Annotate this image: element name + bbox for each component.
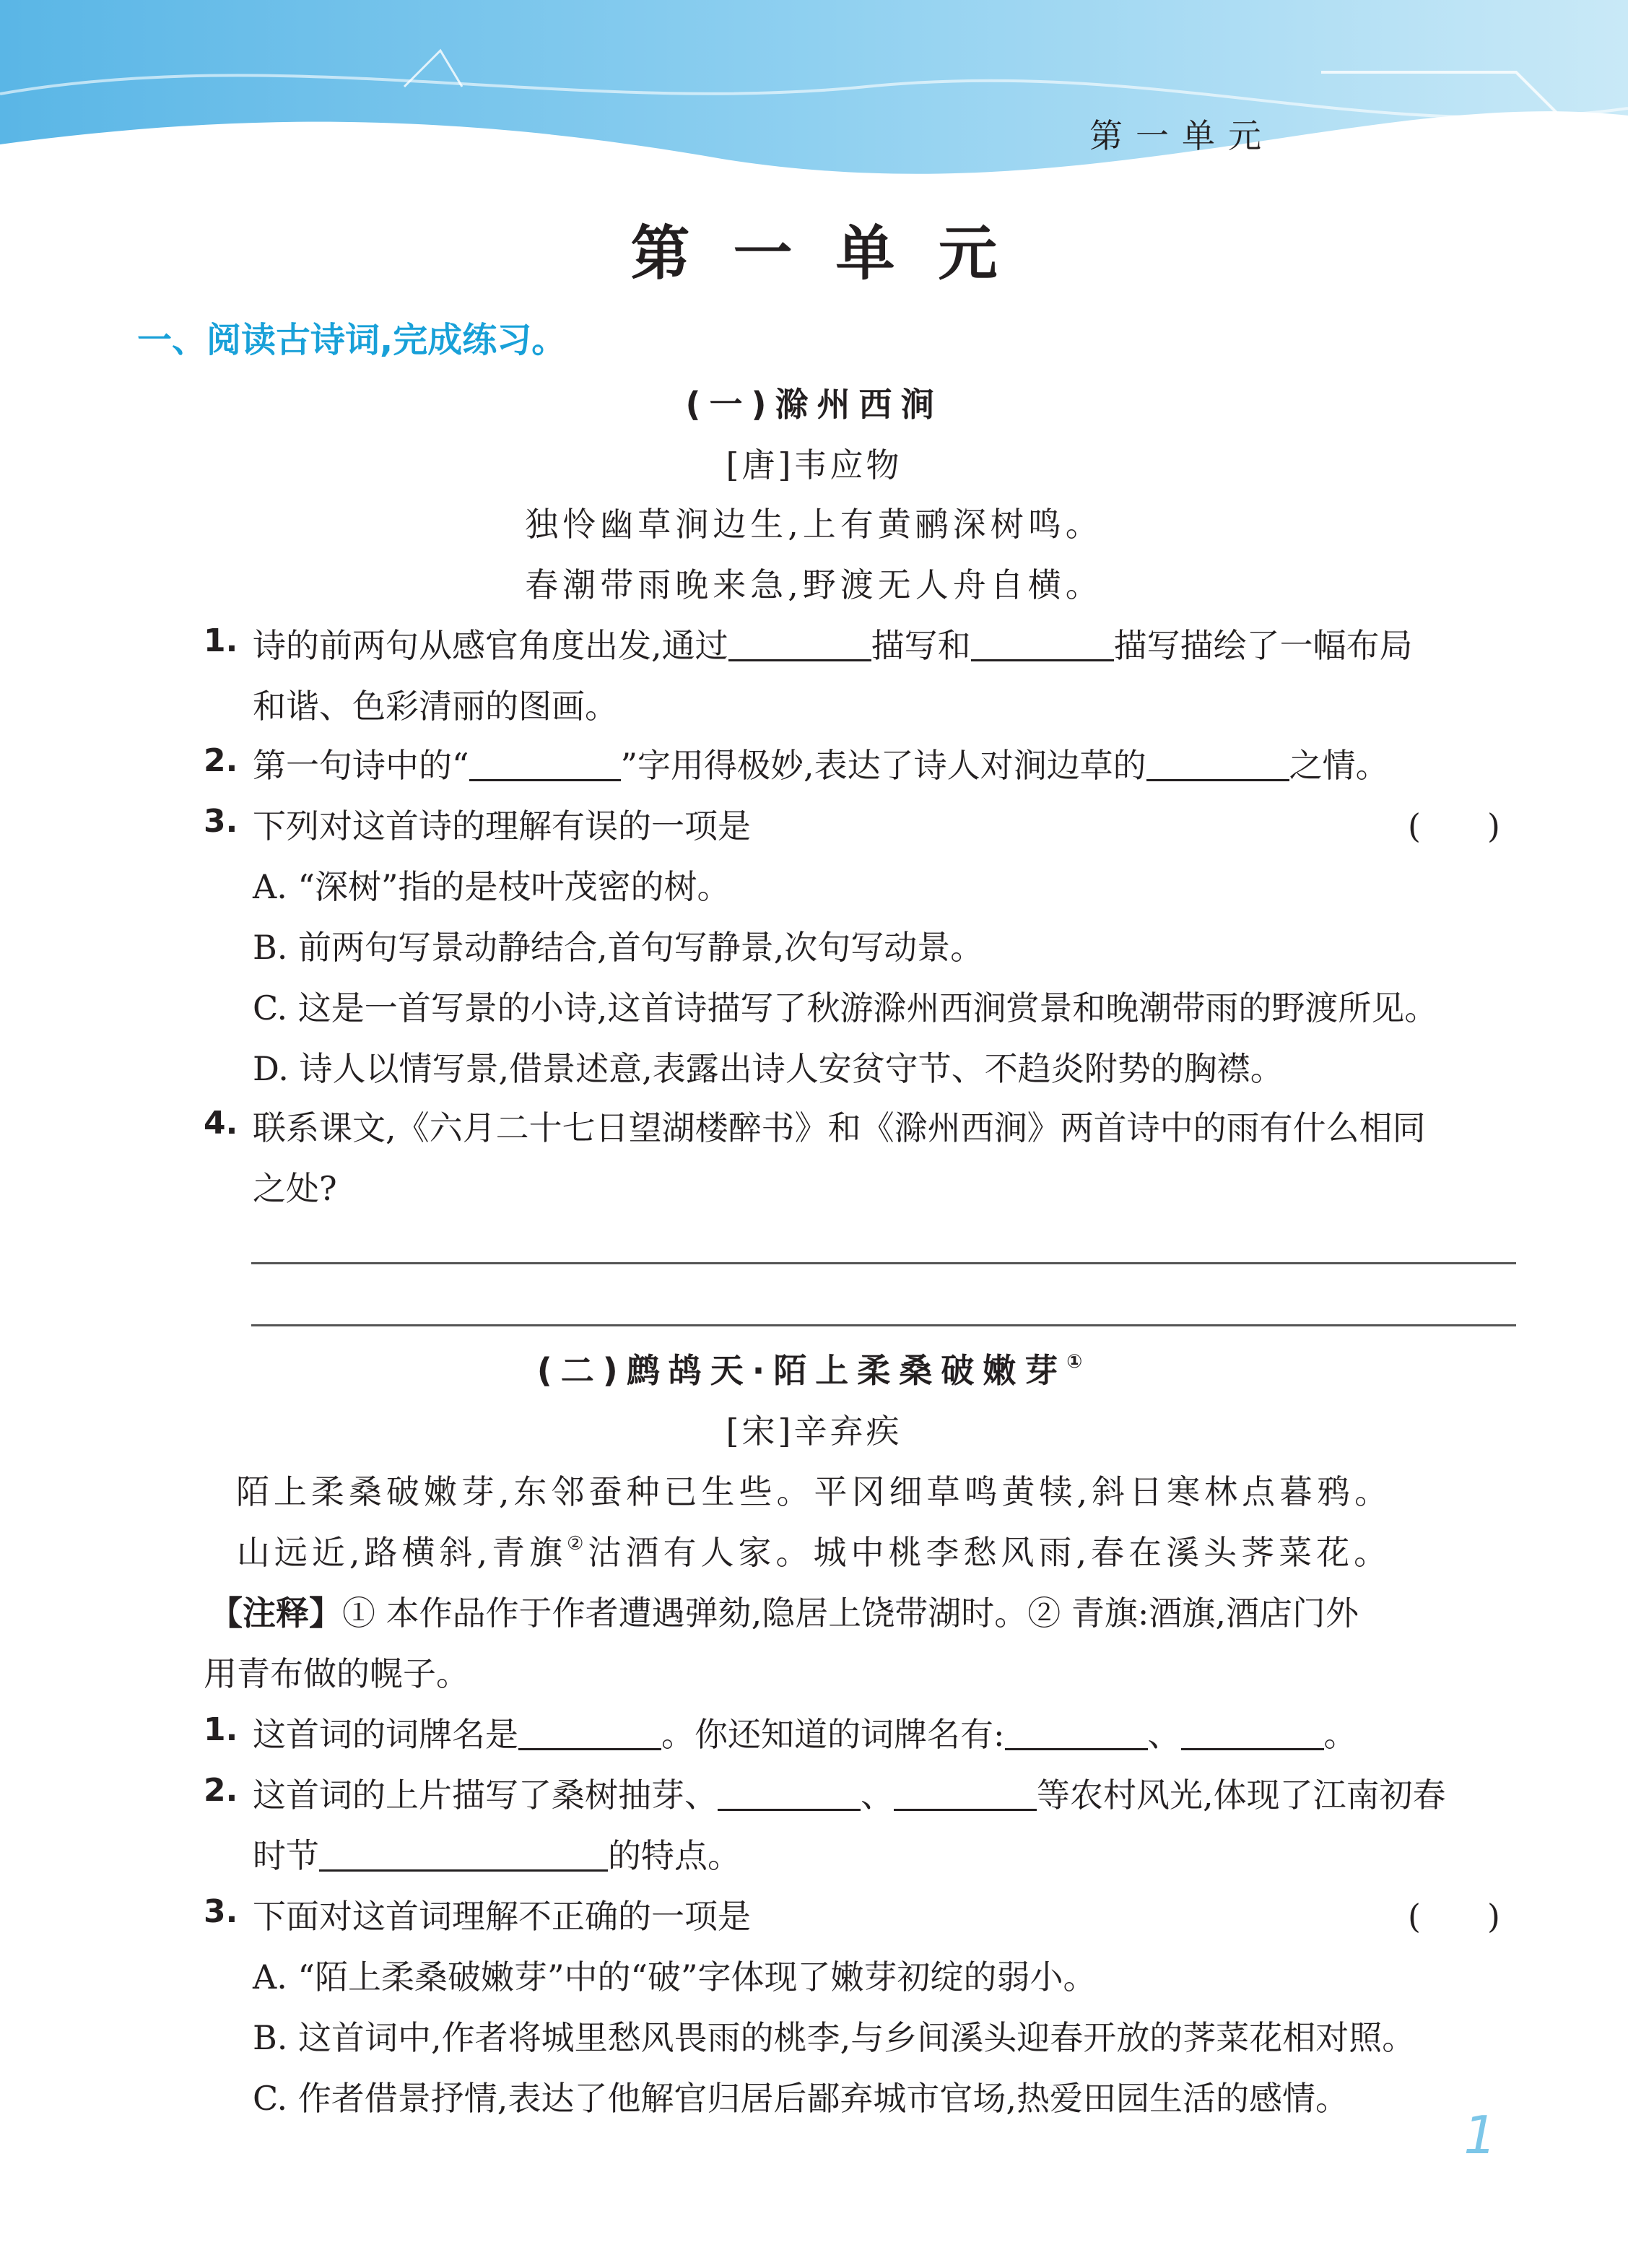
p2-q3-option-b: B. 这首词中,作者将城里愁风畏雨的桃李,与乡间溪头迎春开放的荠菜花相对照。 [253,2018,1416,2057]
answer-blank[interactable] [971,627,1114,661]
answer-line[interactable] [251,1324,1516,1326]
q2-line: 第一句诗中的“ ”字用得极妙,表达了诗人对涧边草的 之情。 [253,746,1389,785]
poem2-line-1: 陌上柔桑破嫩芽,东邻蚕种已生些。平冈细草鸣黄犊,斜日寒林点暮鸦。 [235,1472,1393,1511]
p2-q3-option-c: C. 作者借景抒情,表达了他解官归居后鄙弃城市官场,热爱田园生活的感情。 [253,2079,1349,2118]
answer-blank[interactable] [718,1777,861,1811]
answer-blank[interactable] [728,627,871,661]
q3-number: 3. [204,803,238,840]
poem2-title: (二)鹧鸪天·陌上柔桑破嫩芽① [536,1351,1092,1390]
p2-q2-line: 这首词的上片描写了桑树抽芽、 、 等农村风光,体现了江南初春 [253,1776,1446,1815]
q4-line-cont: 之处? [253,1169,337,1208]
header-unit-tag: 第一单元 [1089,116,1274,155]
section-heading: 一、阅读古诗词,完成练习。 [137,320,567,360]
p2-q3-line: 下面对这首词理解不正确的一项是 [253,1897,751,1936]
poem1-line-2: 春潮带雨晚来急,野渡无人舟自横。 [525,565,1103,604]
p2-q3-option-a: A. “陌上柔桑破嫩芽”中的“破”字体现了嫩芽初绽的弱小。 [253,1958,1097,1997]
poem2-line-2: 山远近,路横斜,青旗②沽酒有人家。城中桃李愁风雨,春在溪头荠菜花。 [236,1533,1392,1572]
poem2-note-cont: 用青布做的幌子。 [204,1654,469,1693]
q1-line: 诗的前两句从感官角度出发,通过 描写和 描写描绘了一幅布局 [253,626,1413,665]
answer-paren[interactable]: ( ) [1408,1897,1500,1936]
p2-q2-line-cont: 时节 的特点。 [253,1836,741,1875]
page-title: 第一单元 [630,219,1041,288]
answer-blank[interactable] [1005,1716,1148,1750]
q4-number: 4. [204,1105,238,1142]
page-number: 1 [1463,2105,1497,2165]
p2-q2-number: 2. [204,1772,238,1809]
p2-q1-number: 1. [204,1711,238,1748]
q3-option-c: C. 这是一首写景的小诗,这首诗描写了秋游滁州西涧赏景和晚潮带雨的野渡所见。 [253,989,1438,1027]
answer-line[interactable] [251,1262,1516,1264]
q2-number: 2. [204,742,238,779]
answer-paren[interactable]: ( ) [1408,807,1500,846]
answer-blank[interactable] [319,1838,608,1872]
answer-blank[interactable] [518,1716,661,1750]
q3-option-b: B. 前两句写景动静结合,首句写静景,次句写动景。 [253,928,984,967]
p2-q3-number: 3. [204,1893,238,1930]
answer-blank[interactable] [1181,1716,1324,1750]
q1-number: 1. [204,622,238,659]
poem1-author: [唐]韦应物 [726,446,902,485]
q3-line: 下列对这首诗的理解有误的一项是 [253,807,751,846]
q1-line-cont: 和谐、色彩清丽的图画。 [253,687,618,726]
q3-option-a: A. “深树”指的是枝叶茂密的树。 [253,867,731,906]
poem1-line-1: 独怜幽草涧边生,上有黄鹂深树鸣。 [525,505,1103,544]
answer-blank[interactable] [894,1777,1037,1811]
poem1-title: (一)滁州西涧 [685,385,943,424]
answer-blank[interactable] [469,747,621,781]
poem2-note: 【注释】① 本作品作于作者遭遇弹劾,隐居上饶带湖时。② 青旗:酒旗,酒店门外 [209,1594,1359,1633]
poem2-author: [宋]辛弃疾 [726,1412,902,1451]
answer-blank[interactable] [1146,747,1289,781]
q4-line: 联系课文,《六月二十七日望湖楼醉书》和《滁州西涧》两首诗中的雨有什么相同 [253,1108,1426,1147]
header-wave-banner [0,0,1628,217]
q3-option-d: D. 诗人以情写景,借景述意,表露出诗人安贫守节、不趋炎附势的胸襟。 [253,1049,1284,1088]
p2-q1-line: 这首词的词牌名是 。你还知道的词牌名有: 、 。 [253,1715,1357,1754]
